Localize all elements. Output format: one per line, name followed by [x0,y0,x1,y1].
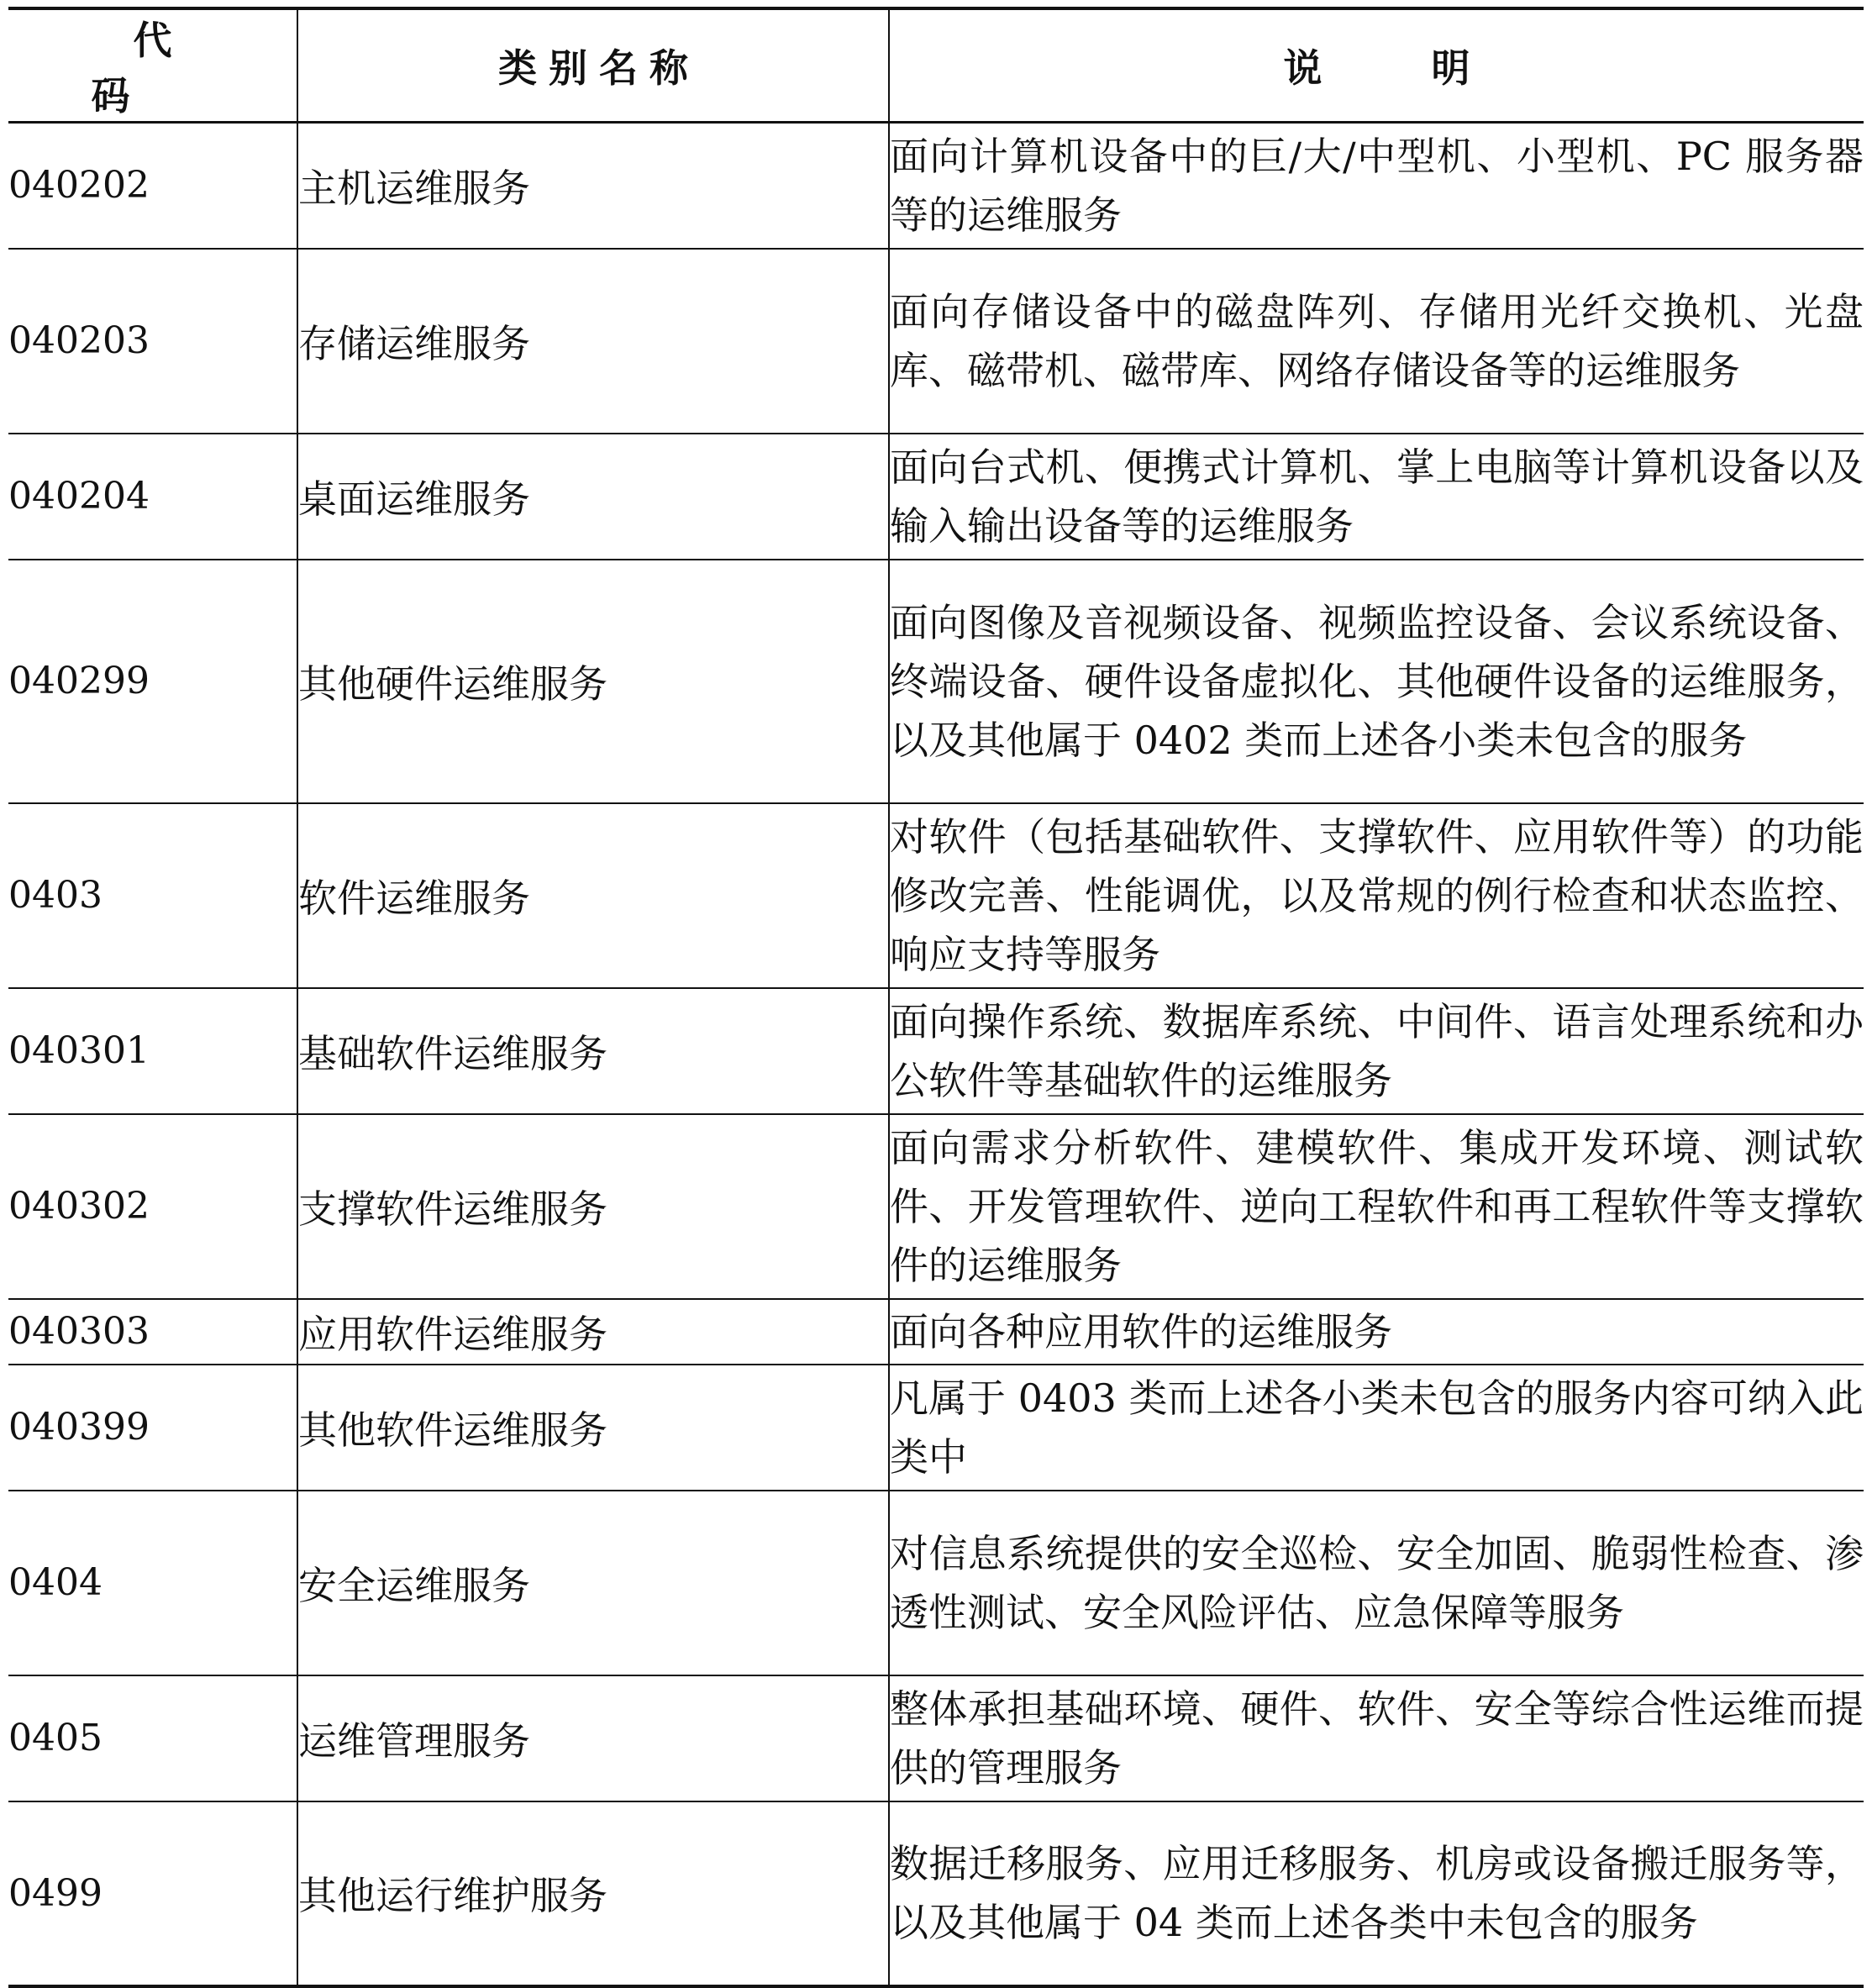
row-name: 应用软件运维服务 [297,1299,889,1365]
table-row [8,560,1864,803]
row-description: 面向台式机、便携式计算机、掌上电脑等计算机设备以及输入输出设备等的运维服务 [889,434,1864,560]
row-description: 面向图像及音视频设备、视频监控设备、会议系统设备、终端设备、硬件设备虚拟化、其他硬件设备的运维服务，以及其他属于 0402 类而上述各小类未包含的服务 [889,560,1864,803]
row-description: 整体承担基础环境、硬件、软件、安全等综合性运维而提供的管理服务 [889,1675,1864,1801]
table-row [8,1114,1864,1299]
row-name: 安全运维服务 [297,1491,889,1675]
row-description: 面向计算机设备中的巨/大/中型机、小型机、PC 服务器等的运维服务 [889,123,1864,249]
row-description: 对信息系统提供的安全巡检、安全加固、脆弱性检查、渗透性测试、安全风险评估、应急保障等服务 [889,1491,1864,1675]
row-code: 040301 [8,988,297,1114]
row-code: 040203 [8,249,297,434]
row-name: 桌面运维服务 [297,434,889,560]
row-name: 支撑软件运维服务 [297,1114,889,1299]
table-row [8,988,1864,1114]
table-row [8,1299,1864,1365]
row-description: 面向操作系统、数据库系统、中间件、语言处理系统和办公软件等基础软件的运维服务 [889,988,1864,1114]
row-description: 凡属于 0403 类而上述各小类未包含的服务内容可纳入此类中 [889,1365,1864,1491]
table-row [8,123,1864,249]
row-name: 其他硬件运维服务 [297,560,889,803]
table-row [8,1801,1864,1986]
row-description: 面向存储设备中的磁盘阵列、存储用光纤交换机、光盘库、磁带机、磁带库、网络存储设备等的运维服务 [889,249,1864,434]
row-description: 对软件（包括基础软件、支撑软件、应用软件等）的功能修改完善、性能调优，以及常规的例行检查和状态监控、响应支持等服务 [889,803,1864,988]
header-row [8,8,1864,123]
table-body [8,123,1864,1986]
row-code: 0405 [8,1675,297,1801]
row-name: 主机运维服务 [297,123,889,249]
row-name: 运维管理服务 [297,1675,889,1801]
table-header [8,8,1864,123]
row-description: 面向需求分析软件、建模软件、集成开发环境、测试软件、开发管理软件、逆向工程软件和再工程软件等支撑软件的运维服务 [889,1114,1864,1299]
row-name: 其他运行维护服务 [297,1801,889,1986]
row-description: 面向各种应用软件的运维服务 [889,1299,1864,1365]
row-code: 040303 [8,1299,297,1365]
header-code: 代码 [8,8,297,123]
service-classification-table [8,7,1864,1988]
row-code: 0404 [8,1491,297,1675]
row-code: 040202 [8,123,297,249]
row-code: 0403 [8,803,297,988]
row-name: 存储运维服务 [297,249,889,434]
row-name: 软件运维服务 [297,803,889,988]
header-description: 说明 [889,8,1864,123]
table-row [8,249,1864,434]
row-code: 040399 [8,1365,297,1491]
table-row [8,803,1864,988]
row-name: 基础软件运维服务 [297,988,889,1114]
table-row [8,1675,1864,1801]
row-code: 040204 [8,434,297,560]
table-row [8,1491,1864,1675]
row-code: 040302 [8,1114,297,1299]
row-code: 040299 [8,560,297,803]
header-name: 类别名称 [297,8,889,123]
table-row [8,434,1864,560]
row-description: 数据迁移服务、应用迁移服务、机房或设备搬迁服务等，以及其他属于 04 类而上述各类中未包含的服务 [889,1801,1864,1986]
row-code: 0499 [8,1801,297,1986]
table-row [8,1365,1864,1491]
row-name: 其他软件运维服务 [297,1365,889,1491]
